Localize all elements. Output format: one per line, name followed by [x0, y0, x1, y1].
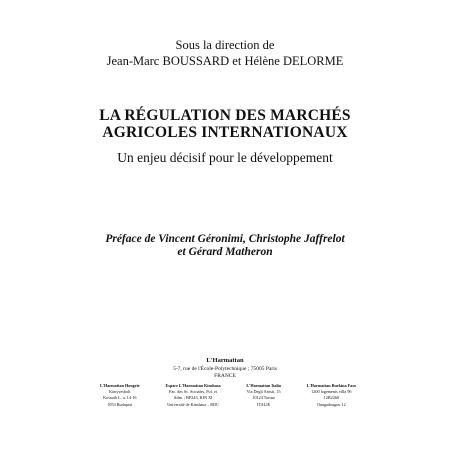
branch-kinshasa: [165, 383, 220, 408]
preface-line-2: et Gérard Matheron: [177, 246, 273, 258]
publisher-branches: [100, 383, 356, 408]
publisher-address: 5-7, rue de l'École-Polytechnique ; 75005 Paris: [173, 366, 277, 372]
editors-names: Jean-Marc BOUSSARD et Hélène DELORME: [106, 54, 344, 68]
branch-line: Adm. ; BP243, KIN XI: [173, 395, 213, 401]
branch-line: Via Degli Artisti, 15: [246, 389, 281, 395]
branch-line: Ouagadougou 12: [316, 401, 346, 407]
branch-line: Fac. des Sc. Sociales, Pol. et: [169, 389, 217, 395]
branch-hungary: [100, 383, 140, 408]
editors-intro: Sous la direction de: [175, 38, 275, 52]
branch-name: L'Harmattan Burkina Faso: [306, 383, 356, 388]
book-title-line-1: LA RÉGULATION DES MARCHÉS: [99, 107, 351, 124]
branch-line: Université de Kinshasa – RDC: [167, 401, 219, 407]
preface-line-1: Préface de Vincent Géronimi, Christophe Jaffrelot: [105, 233, 345, 245]
branch-line: Könyvesbolt: [109, 389, 131, 395]
branch-burkina-faso: [307, 383, 356, 408]
branch-name: L'Harmattan Italia: [246, 383, 281, 388]
branch-line: 12B2260: [323, 395, 340, 401]
branch-line: ITALIE: [257, 401, 271, 407]
branch-line: 1053 Budapest: [107, 401, 133, 407]
branch-line: 10124 Torino: [252, 395, 275, 401]
publisher-name: L'Harmattan: [206, 357, 244, 364]
branch-line: Kossuth L. u. 14-16: [103, 395, 137, 401]
book-subtitle: Un enjeu décisif pour le développement: [117, 150, 333, 165]
publisher-country: FRANCE: [214, 373, 236, 379]
branch-name: L'Harmattan Hongrie: [100, 383, 140, 388]
branch-line: 1200 logements villa 96: [311, 389, 352, 395]
branch-name: Espace L'Harmattan Kinshasa: [165, 383, 221, 388]
book-title-line-2: AGRICOLES INTERNATIONAUX: [102, 124, 348, 141]
branch-italy: [246, 383, 281, 408]
